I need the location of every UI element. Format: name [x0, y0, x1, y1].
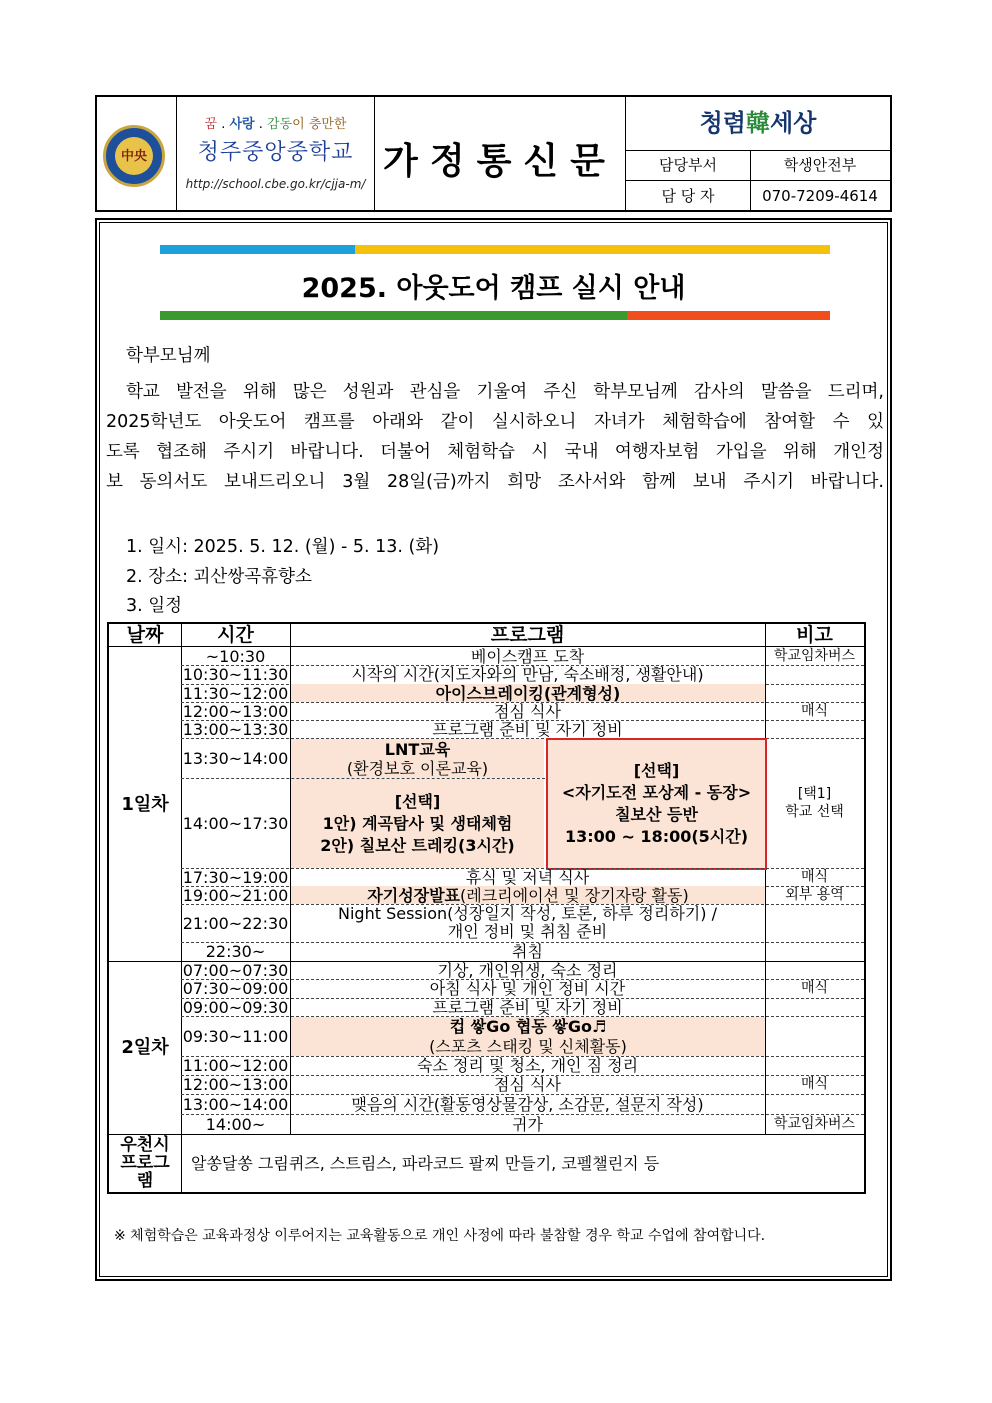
person-value: 070-7209-4614: [762, 187, 878, 205]
logo-cell: [97, 97, 177, 210]
option1-program: [선택] 1안) 계곡탐사 및 생태체험 2안) 칠보산 트레킹(3시간): [291, 779, 544, 868]
table-row-time: 09:00~09:30: [182, 997, 289, 1017]
table-row-time: 10:30~11:30: [182, 665, 289, 684]
dept-value: 학생안전부: [783, 156, 857, 174]
table-row-note: 매식: [800, 868, 829, 885]
table-row-program: 프로그램 준비 및 자기 정비: [432, 719, 623, 739]
school-url-link[interactable]: http://school.cbe.go.kr/cjja-m/: [185, 177, 366, 191]
greeting: 학부모님께: [126, 346, 211, 366]
table-row-time: 22:30~: [205, 942, 266, 961]
dept-label: 담당부서: [626, 150, 751, 180]
table-row-program: 휴식 및 저녁 식사: [465, 867, 590, 887]
table-row-time: 14:00~17:30: [182, 813, 289, 833]
bottom-bar-green: [160, 311, 627, 320]
title-cell: [375, 97, 626, 210]
table-row-program: Night Session(성장일지 작성, 토론, 하루 정리하기) / 개인 정비 및 취침 준비: [338, 904, 717, 941]
table-row-program: 자기성장발표 (레크리에이션 및 장기자랑 활동): [291, 886, 765, 904]
table-row-time: 11:30~12:00: [182, 683, 289, 703]
table-row-note: 외부 용역: [785, 886, 844, 903]
table-row-program: 베이스캠프 도착: [470, 646, 585, 666]
table-row-time: 13:00~14:00: [182, 1094, 289, 1114]
school-cell: [177, 97, 375, 210]
table-row-note: 매식: [800, 702, 829, 719]
lnt-program: LNT교육 (환경보호 이론교육): [291, 739, 544, 778]
table-row-time: 09:30~11:00: [182, 1026, 289, 1046]
table-row-program: 아이스브레이킹(관계형성): [291, 684, 765, 702]
table-row-note: 학교임차버스: [773, 647, 856, 664]
table-row-time: 12:00~13:00: [182, 701, 289, 721]
table-row-program: 아침 식사 및 개인 정비 시간: [429, 979, 626, 998]
table-row-program: 취침: [512, 942, 543, 961]
table-row-time: 17:30~19:00: [182, 867, 289, 887]
table-row-time: 14:00~: [205, 1114, 266, 1134]
header-date: 날짜: [126, 623, 164, 646]
rainy-content: 알쏭달쏭 그림퀴즈, 스트림스, 파라코드 팔찌 만들기, 코펠챌린지 등: [191, 1153, 660, 1173]
table-row-time: ~10:30: [205, 646, 266, 666]
item-date: 1. 일시: 2025. 5. 12. (월) - 5. 13. (화): [126, 537, 440, 557]
table-row-note: 학교임차버스: [773, 1115, 856, 1132]
table-row-time: 13:30~14:00: [182, 748, 289, 768]
table-row-time: 13:00~13:30: [182, 719, 289, 739]
table-row-program: 시작의 시간(지도자와의 만남, 숙소배정, 생활안내): [351, 665, 704, 684]
letter-header: [95, 95, 892, 212]
table-row-note: 매식: [800, 980, 829, 996]
person-label: 담 당 자: [626, 181, 751, 211]
seal-text: 中央: [115, 137, 153, 175]
school-name: 청주중앙중학교: [197, 140, 354, 165]
footnote: ※ 체험학습은 교육과정상 이루어지는 교육활동으로 개인 사정에 따라 불참할 경우 학교 수업에 참여합니다.: [114, 1228, 766, 1244]
body-line-1: 학교 발전을 위해 많은 성원과 관심을 기울여 주신 학부모님께 감사의 말씀을 드리며,: [126, 382, 884, 402]
document-title: 가정통신문: [383, 141, 617, 182]
info-cell: [626, 97, 890, 210]
option-note: [택1] 학교 선택: [785, 786, 844, 820]
item-place: 2. 장소: 괴산쌍곡휴향소: [126, 567, 312, 587]
table-row-program: 기상, 개인위생, 숙소 정리: [437, 960, 618, 980]
table-row-program: 점심 식사: [494, 1075, 561, 1094]
day2-label: 2일차: [121, 1037, 169, 1058]
table-row-time: 07:30~09:00: [182, 979, 289, 998]
dept-row: [626, 150, 890, 181]
header-note: 비고: [796, 623, 833, 646]
option2-program: [선택] <자기도전 포상제 - 동장> 칠보산 등반 13:00 ~ 18:00(5시간): [546, 738, 767, 870]
table-row-program: 프로그램 준비 및 자기 정비: [432, 997, 623, 1017]
top-bar-blue: [160, 245, 355, 254]
table-row-time: 11:00~12:00: [182, 1056, 289, 1075]
table-row-note: 매식: [800, 1076, 829, 1092]
day1-label: 1일차: [121, 793, 169, 815]
schedule-table: [107, 622, 866, 1194]
item-schedule: 3. 일정: [126, 596, 183, 616]
header-program: 프로그램: [490, 623, 565, 646]
notice-title: 2025. 아웃도어 캠프 실시 안내: [301, 273, 686, 304]
school-slogan: 꿈 . 사랑 . 감동이 충만한: [204, 117, 347, 132]
body-line-3: 도록 협조해 주시기 바랍니다. 더불어 체험학습 시 국내 여행자보험 가입을 위해 개인정: [106, 442, 884, 462]
header-time: 시간: [217, 623, 254, 646]
table-row-program: 점심 식사: [494, 701, 561, 721]
cup-stacking-program: 컵 쌓Go 협동 쌓Go♬ (스포츠 스태킹 및 신체활동): [291, 1017, 765, 1056]
table-row-program: 맺음의 시간(활동영상물감상, 소감문, 설문지 작성): [351, 1094, 704, 1114]
table-row-time: 19:00~21:00: [182, 885, 289, 905]
brand-logo: 청렴韓세상: [626, 97, 890, 151]
table-row-time: 12:00~13:00: [182, 1075, 289, 1094]
table-row-program: 귀가: [512, 1114, 543, 1134]
rainy-label: 우천시 프로그 램: [120, 1135, 170, 1191]
table-row-time: 21:00~22:30: [182, 913, 289, 933]
top-bar-yellow: [355, 245, 830, 254]
bottom-bar-orange: [627, 311, 830, 320]
table-row-time: 07:00~07:30: [182, 960, 289, 980]
table-row-program: 숙소 정리 및 청소, 개인 짐 정리: [416, 1056, 639, 1075]
body-line-2: 2025학년도 아웃도어 캠프를 아래와 같이 실시하오니 자녀가 체험학습에 참여할 수 있: [106, 412, 884, 432]
body-line-4: 보 동의서도 보내드리오니 3월 28일(금)까지 희망 조사서와 함께 보내 주시기 바랍니다.: [106, 472, 884, 492]
school-seal-icon: [103, 125, 165, 187]
person-row: [626, 181, 890, 211]
